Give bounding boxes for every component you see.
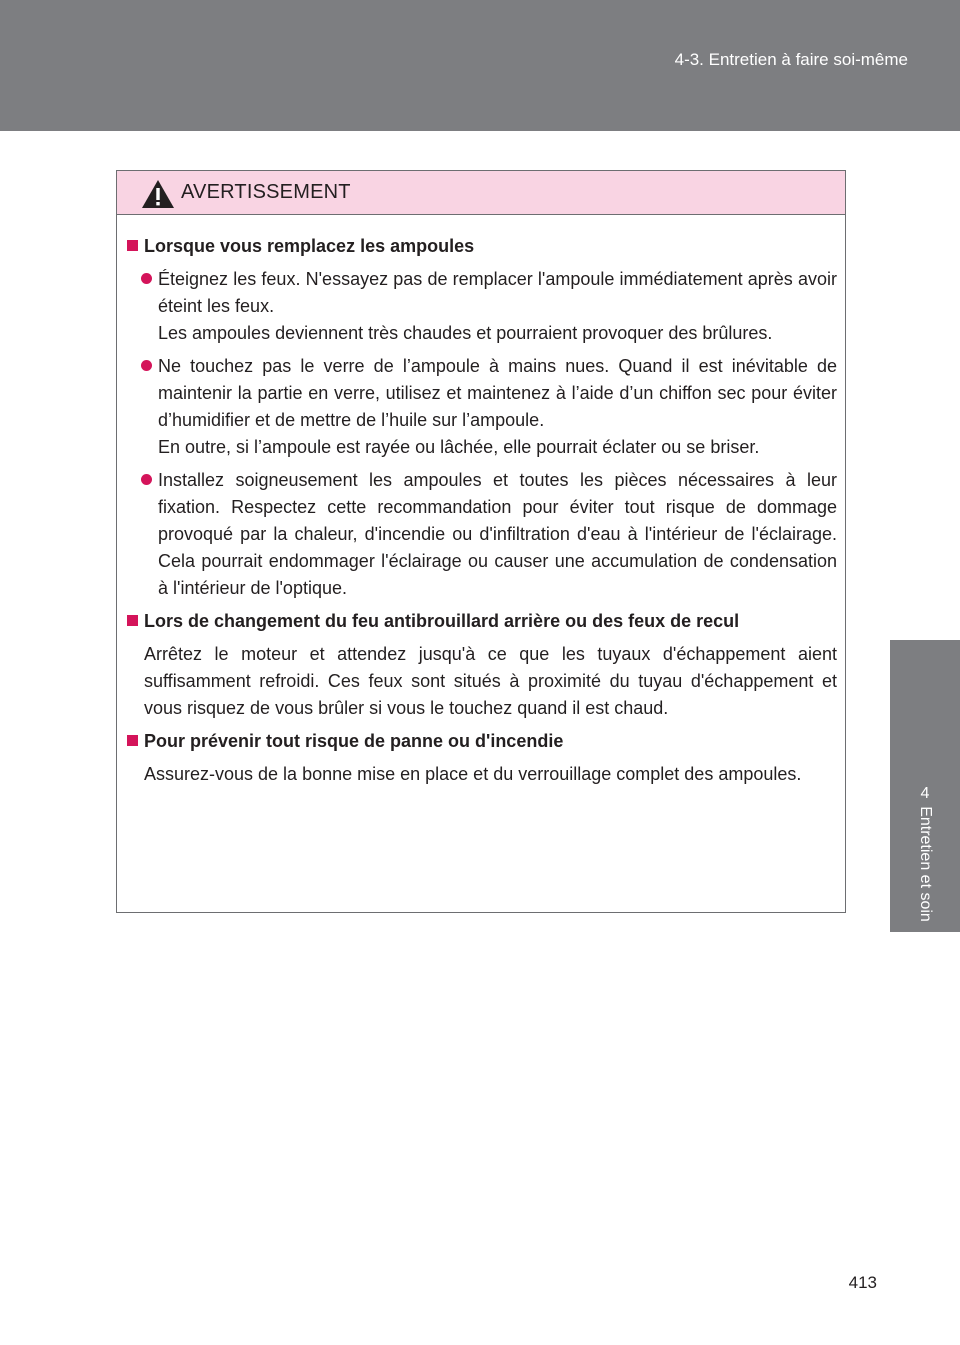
chapter-tab xyxy=(890,640,960,932)
list-item: Ne touchez pas le verre de l’ampoule à mains nues. Quand il est inévitable de maintenir la partie en verre, utilisez et maintenez à l’aide d’un chiffon sec pour éviter d’humidifier et de mettre de l’huile sur l’ampoule. En outre, si l’ampoule est rayée ou lâchée, elle pourrait éclater ou se briser. xyxy=(127,353,837,461)
paragraph: Arrêtez le moteur et attendez jusqu'à ce que les tuyaux d'échappement aient suffisamment refroidi. Ces feux sont situés à proximité du tuyau d'échappement et vous risquez de vous brûler si vous le touchez quand il est chaud. xyxy=(144,644,837,718)
square-bullet-icon xyxy=(127,240,138,251)
chapter-number: 4 xyxy=(920,785,930,802)
circle-bullet-icon xyxy=(141,273,152,284)
section-heading: Pour prévenir tout risque de panne ou d'incendie xyxy=(127,728,837,755)
warning-content xyxy=(117,215,845,788)
chapter-label: Entretien et soin xyxy=(917,806,934,922)
warning-header xyxy=(117,171,845,215)
list-item: Éteignez les feux. N'essayez pas de remplacer l'ampoule immédiatement après avoir éteint les feux. Les ampoules deviennent très chaudes et pourraient provoquer des brûlures. xyxy=(127,266,837,347)
square-bullet-icon xyxy=(127,615,138,626)
warning-triangle-icon xyxy=(141,179,175,209)
warning-title: AVERTISSEMENT xyxy=(181,181,351,203)
section-heading: Lors de changement du feu antibrouillard arrière ou des feux de recul xyxy=(127,608,837,635)
list-item: Installez soigneusement les ampoules et toutes les pièces nécessaires à leur fixation. Respectez cette recommandation pour éviter tout risque de dommage provoqué par la chaleur, d'incendie ou d'infiltration d'eau à l'intérieur de l'éclairage. Cela pourrait endommager l'éclairage ou causer une accumulation de condensation à l'intérieur de l'optique. xyxy=(127,467,837,602)
page-number: 413 xyxy=(848,1273,877,1292)
paragraph: Assurez-vous de la bonne mise en place et du verrouillage complet des ampoules. xyxy=(144,764,802,784)
circle-bullet-icon xyxy=(141,474,152,485)
warning-box xyxy=(116,170,846,913)
section-heading: Lorsque vous remplacez les ampoules xyxy=(127,233,837,260)
square-bullet-icon xyxy=(127,735,138,746)
section-title: 4-3. Entretien à faire soi-même xyxy=(674,50,908,69)
circle-bullet-icon xyxy=(141,360,152,371)
